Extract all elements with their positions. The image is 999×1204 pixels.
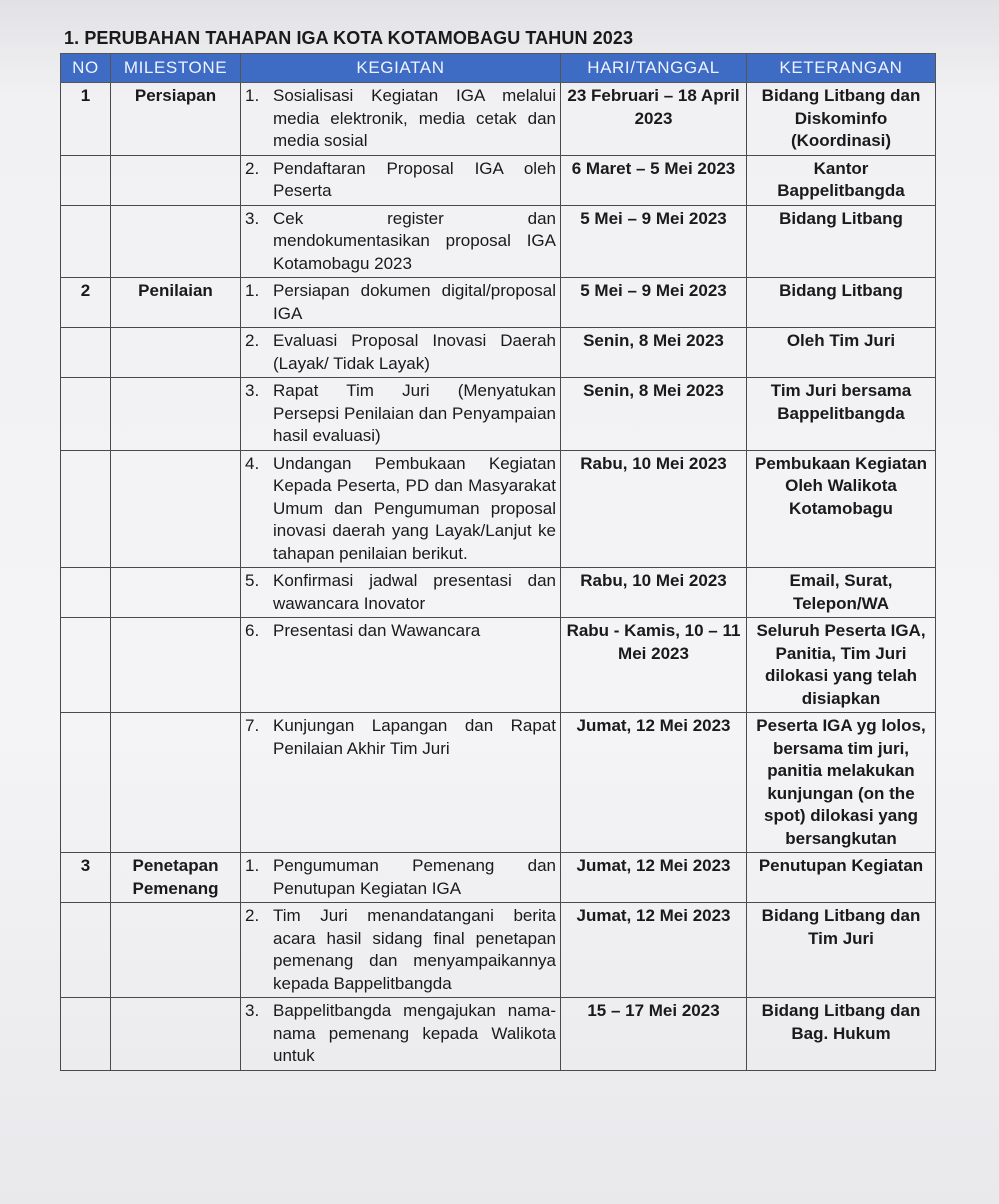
item-number: 2. (245, 158, 260, 178)
tanggal-cell: Jumat, 12 Mei 2023 (561, 903, 747, 998)
keterangan-cell: Kantor Bappelitbangda (747, 155, 936, 205)
milestone-name: Penilaian (111, 278, 241, 328)
keterangan-cell: Tim Juri bersama Bappelitbangda (747, 378, 936, 451)
schedule-table (60, 53, 936, 1071)
empty-cell (61, 568, 111, 618)
section-heading: 1. PERUBAHAN TAHAPAN IGA KOTA KOTAMOBAGU TAHUN 2023 (64, 28, 634, 48)
empty-cell (111, 328, 241, 378)
milestone-number: 1 (61, 83, 111, 156)
empty-cell (61, 713, 111, 853)
kegiatan-cell (241, 618, 561, 713)
table-row (61, 83, 936, 156)
empty-cell (61, 618, 111, 713)
column-header-kegiatan: KEGIATAN (241, 54, 561, 83)
tanggal-cell: Jumat, 12 Mei 2023 (561, 853, 747, 903)
kegiatan-text: Bappelitbangda mengajukan nama-nama pemenang kepada Walikota untuk (273, 1001, 556, 1065)
kegiatan-text: Cek register dan mendokumentasikan proposal IGA Kotamobagu 2023 (273, 208, 556, 273)
table-row (61, 903, 936, 998)
kegiatan-cell (241, 568, 561, 618)
kegiatan-text: Undangan Pembukaan Kegiatan Kepada Peserta, PD dan Masyarakat Umum dan Pengumuman proposal inovasi daerah yang Layak/Lanjut ke tahapan penilaian berikut. (273, 453, 556, 563)
keterangan-cell: Bidang Litbang dan Diskominfo (Koordinasi) (747, 83, 936, 156)
tanggal-cell: 5 Mei – 9 Mei 2023 (561, 278, 747, 328)
empty-cell (61, 998, 111, 1071)
empty-cell (61, 903, 111, 998)
kegiatan-cell (241, 83, 561, 156)
table-row (61, 568, 936, 618)
item-number: 1. (245, 281, 260, 300)
milestone-name: Persiapan (111, 83, 241, 156)
table-row (61, 618, 936, 713)
keterangan-cell: Oleh Tim Juri (747, 328, 936, 378)
keterangan-cell: Bidang Litbang dan Bag. Hukum (747, 998, 936, 1071)
kegiatan-cell (241, 713, 561, 853)
item-number: 1. (245, 856, 260, 875)
item-number: 4. (245, 453, 260, 473)
kegiatan-text: Pendaftaran Proposal IGA oleh Peserta (273, 158, 556, 200)
kegiatan-text: Tim Juri menandatangani berita acara hasil sidang final penetapan pemenang dan menyampaikannya kepada Bappelitbangda (273, 906, 556, 993)
empty-cell (111, 568, 241, 618)
table-row (61, 278, 936, 328)
tanggal-cell: 5 Mei – 9 Mei 2023 (561, 205, 747, 278)
empty-cell (111, 713, 241, 853)
kegiatan-cell (241, 903, 561, 998)
item-number: 3. (245, 381, 260, 400)
tanggal-cell: Rabu - Kamis, 10 – 11 Mei 2023 (561, 618, 747, 713)
kegiatan-text: Evaluasi Proposal Inovasi Daerah (Layak/ Tidak Layak) (273, 331, 556, 373)
empty-cell (111, 903, 241, 998)
table-row (61, 853, 936, 903)
tanggal-cell: Rabu, 10 Mei 2023 (561, 450, 747, 568)
milestone-name: Penetapan Pemenang (111, 853, 241, 903)
empty-cell (61, 328, 111, 378)
tanggal-cell: Rabu, 10 Mei 2023 (561, 568, 747, 618)
column-header-no: NO (61, 54, 111, 83)
kegiatan-cell (241, 155, 561, 205)
milestone-number: 3 (61, 853, 111, 903)
kegiatan-cell (241, 378, 561, 451)
table-row (61, 450, 936, 568)
keterangan-cell: Penutupan Kegiatan (747, 853, 936, 903)
table-row (61, 713, 936, 853)
kegiatan-cell (241, 278, 561, 328)
empty-cell (111, 998, 241, 1071)
empty-cell (61, 378, 111, 451)
keterangan-cell: Pembukaan Kegiatan Oleh Walikota Kotamobagu (747, 450, 936, 568)
keterangan-cell: Peserta IGA yg lolos, bersama tim juri, panitia melakukan kunjungan (on the spot) dilokasi yang bersangkutan (747, 713, 936, 853)
item-number: 3. (245, 208, 260, 228)
table-header-row (61, 54, 936, 83)
kegiatan-text: Presentasi dan Wawancara (273, 621, 481, 640)
empty-cell (61, 155, 111, 205)
keterangan-cell: Seluruh Peserta IGA, Panitia, Tim Juri dilokasi yang telah disiapkan (747, 618, 936, 713)
kegiatan-text: Rapat Tim Juri (Menyatukan Persepsi Penilaian dan Penyampaian hasil evaluasi) (273, 381, 556, 445)
empty-cell (111, 450, 241, 568)
kegiatan-cell (241, 998, 561, 1071)
table-row (61, 155, 936, 205)
kegiatan-text: Sosialisasi Kegiatan IGA melalui media elektronik, media cetak dan media sosial (273, 86, 556, 150)
keterangan-cell: Bidang Litbang (747, 205, 936, 278)
empty-cell (61, 205, 111, 278)
keterangan-cell: Bidang Litbang dan Tim Juri (747, 903, 936, 998)
column-header-milestone: MILESTONE (111, 54, 241, 83)
empty-cell (111, 378, 241, 451)
table-row (61, 328, 936, 378)
item-number: 3. (245, 1001, 260, 1020)
kegiatan-cell (241, 205, 561, 278)
empty-cell (111, 618, 241, 713)
empty-cell (111, 155, 241, 205)
table-row (61, 378, 936, 451)
milestone-number: 2 (61, 278, 111, 328)
item-number: 1. (245, 86, 260, 105)
tanggal-cell: 6 Maret – 5 Mei 2023 (561, 155, 747, 205)
tanggal-cell: Jumat, 12 Mei 2023 (561, 713, 747, 853)
empty-cell (61, 450, 111, 568)
tanggal-cell: 23 Februari – 18 April 2023 (561, 83, 747, 156)
item-number: 5. (245, 571, 260, 590)
tanggal-cell: Senin, 8 Mei 2023 (561, 328, 747, 378)
empty-cell (111, 205, 241, 278)
kegiatan-cell (241, 328, 561, 378)
item-number: 7. (245, 716, 260, 735)
kegiatan-text: Konfirmasi jadwal presentasi dan wawancara Inovator (273, 571, 556, 613)
tanggal-cell: 15 – 17 Mei 2023 (561, 998, 747, 1071)
keterangan-cell: Email, Surat, Telepon/WA (747, 568, 936, 618)
kegiatan-text: Pengumuman Pemenang dan Penutupan Kegiatan IGA (273, 856, 556, 898)
kegiatan-text: Persiapan dokumen digital/proposal IGA (273, 281, 556, 323)
column-header-tanggal: HARI/TANGGAL (561, 54, 747, 83)
kegiatan-text: Kunjungan Lapangan dan Rapat Penilaian Akhir Tim Juri (273, 716, 556, 758)
item-number: 6. (245, 621, 260, 640)
item-number: 2. (245, 331, 260, 350)
kegiatan-cell (241, 450, 561, 568)
column-header-keterangan: KETERANGAN (747, 54, 936, 83)
tanggal-cell: Senin, 8 Mei 2023 (561, 378, 747, 451)
keterangan-cell: Bidang Litbang (747, 278, 936, 328)
item-number: 2. (245, 906, 260, 925)
kegiatan-cell (241, 853, 561, 903)
table-row (61, 205, 936, 278)
table-row (61, 998, 936, 1071)
